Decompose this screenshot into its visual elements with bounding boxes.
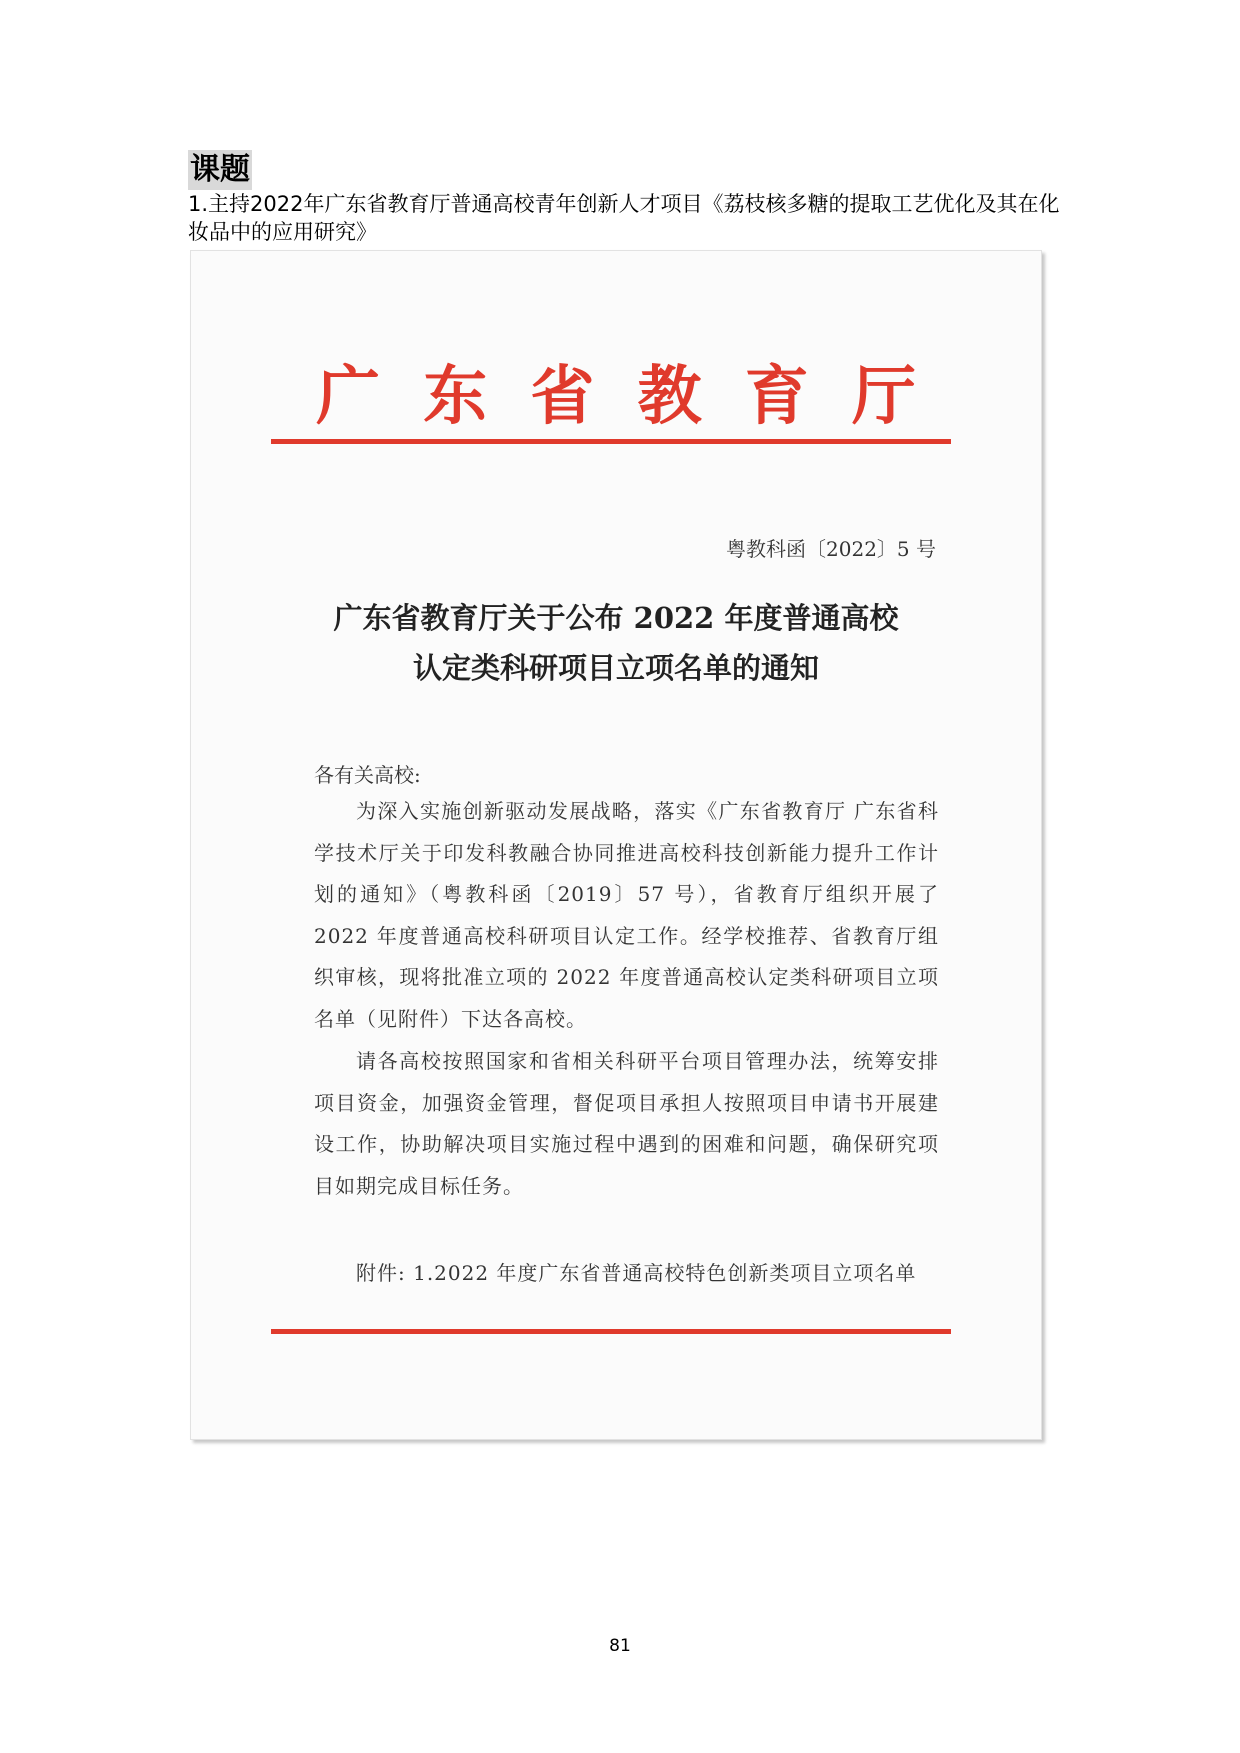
letterhead-char: 广 [316, 359, 380, 434]
body-paragraph-2: 请各高校按照国家和省相关科研平台项目管理办法，统筹安排项目资金，加强资金管理，督促项目承担人按照项目申请书开展建设工作，协助解决项目实施过程中遇到的困难和问题，确保研究项目如期完成目标任务。 [314, 1049, 939, 1198]
letterhead-char: 教 [637, 359, 702, 434]
letterhead-char: 省 [530, 359, 595, 434]
section-heading: 课题 [188, 150, 252, 190]
bottom-red-rule [271, 1329, 951, 1334]
document-title-line-1: 广东省教育厅关于公布 2022 年度普通高校 [333, 601, 899, 635]
letterhead-char: 厅 [851, 359, 916, 434]
letterhead [316, 361, 916, 433]
scanned-document-image [190, 250, 1042, 1440]
page-number: 81 [609, 1636, 631, 1656]
project-item-text: 1.主持2022年广东省教育厅普通高校青年创新人才项目《荔枝核多糖的提取工艺优化及其在化妆品中的应用研究》 [188, 192, 1060, 244]
salutation: 各有关高校: [314, 763, 421, 787]
document-number: 粤教科函〔2022〕5 号 [726, 537, 936, 561]
letterhead-char: 东 [423, 359, 488, 434]
body-paragraph-1: 为深入实施创新驱动发展战略，落实《广东省教育厅 广东省科学技术厅关于印发科教融合协同推进高校科技创新能力提升工作计划的通知》（粤教科函〔2019〕57 号），省教育厅组织开展了 2022 年度普通高校科研项目认定工作。经学校推荐、省教育厅组织审核，现将批准立项的 2022 年度普通高校认定类科研项目立项名单（见附件）下达各高校。 [314, 799, 939, 1031]
document-title-line-2: 认定类科研项目立项名单的通知 [412, 651, 819, 685]
letterhead-char: 育 [744, 359, 809, 434]
attachment-line: 附件: 1.2022 年度广东省普通高校特色创新类项目立项名单 [356, 1261, 917, 1285]
letterhead-red-rule [271, 439, 951, 444]
